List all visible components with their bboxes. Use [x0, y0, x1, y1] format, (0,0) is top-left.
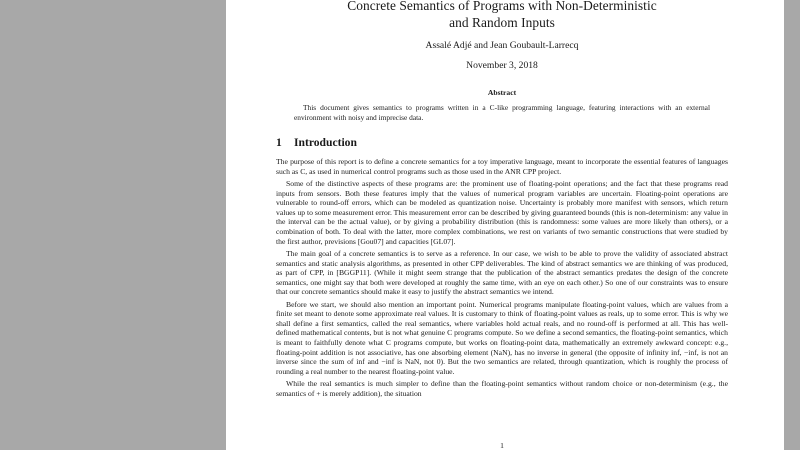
paragraph-1: The purpose of this report is to define a concrete semantics for a toy imperative language, meant to incorporate the essential features of languages such as C, as used in numerical control programs such as those used in the ANR CPP project. [276, 157, 728, 176]
section-number: 1 [276, 136, 282, 150]
page-content [276, 0, 728, 450]
paragraph-3: The main goal of a concrete semantics is to serve as a reference. In our case, we wish to be able to prove the validity of associated abstract semantics and static analysis algorithms, as presented in other CPP deliverables. The kind of abstract semantics we are thinking of was produced, as part of CPP, in [BGGP11]. (While it might seem strange that the publication of the abstract semantics predates the design of the concrete semantics, one might say that both were developed at roughly the same time, with an eye on each other.) So one of our constraints was to ensure that our concrete semantics should make it easy to justify the abstract semantics we intend. [276, 249, 728, 297]
date: November 3, 2018 [466, 60, 538, 71]
title-line-1: Concrete Semantics of Programs with Non-Deterministic [347, 0, 657, 13]
paper-page [226, 0, 784, 450]
paragraph-4: Before we start, we should also mention an important point. Numerical programs manipulate floating-point values, which are values from a finite set meant to denote some approximate real values. It is customary to think of floating-point values as reals, up to some error. This is why we shall define a first semantics, called the real semantics, where variables hold actual reals, and no round-off is performed at all. This has well-defined mathematical contents, but is not what genuine C programs compute. So we define a second semantics, the floating-point semantics, which is meant to faithfully denote what C programs compute, but works on floating-point data, mathematically an extremely awkward concept: e.g., floating-point addition is not associative, has one absorbing element (NaN), has no inverse in general (the opposite of infinity inf, −inf, is not an inverse since the sum of inf and −inf is NaN, not 0). But the two semantics are related, through quantization, which is roughly the process of rounding a real number to the nearest floating-point value. [276, 299, 728, 376]
authors: Assalé Adjé and Jean Goubault-Larrecq [425, 40, 579, 51]
paragraph-2: Some of the distinctive aspects of these programs are: the prominent use of floating-point operations; and the fact that these programs read inputs from sensors. Both these features imply that the values of numerical program variables are uncertain. Floating-point operations are vulnerable to round-off errors, which can be modeled as quantization noise. Uncertainty is probably more manifest with sensors, which return values up to some measurement error. This measurement error can be described by giving guaranteed bounds (this is non-determinism: any value in the interval can be the actual value), or by giving a probability distribution (this is randomness: some values are more likely than others), or a combination of both. To deal with the latter, more complex combinations, we rest on variants of two semantic constructions that were studied by the first author, previsions [Gou07] and capacities [GL07]. [276, 179, 728, 246]
abstract-text: This document gives semantics to programs written in a C-like programming language, featuring interactions with an external environment with noisy and imprecise data. [294, 103, 710, 122]
section-title: Introduction [294, 136, 357, 150]
title-line-2: and Random Inputs [449, 15, 555, 30]
paragraph-5: While the real semantics is much simpler to define than the floating-point semantics without random choice or non-determinism (e.g., the semantics of + is merely addition), the situation [276, 379, 728, 398]
paper-title [276, 0, 728, 31]
page-number: 1 [500, 441, 504, 450]
section-heading [276, 136, 728, 149]
abstract-heading: Abstract [487, 88, 517, 97]
